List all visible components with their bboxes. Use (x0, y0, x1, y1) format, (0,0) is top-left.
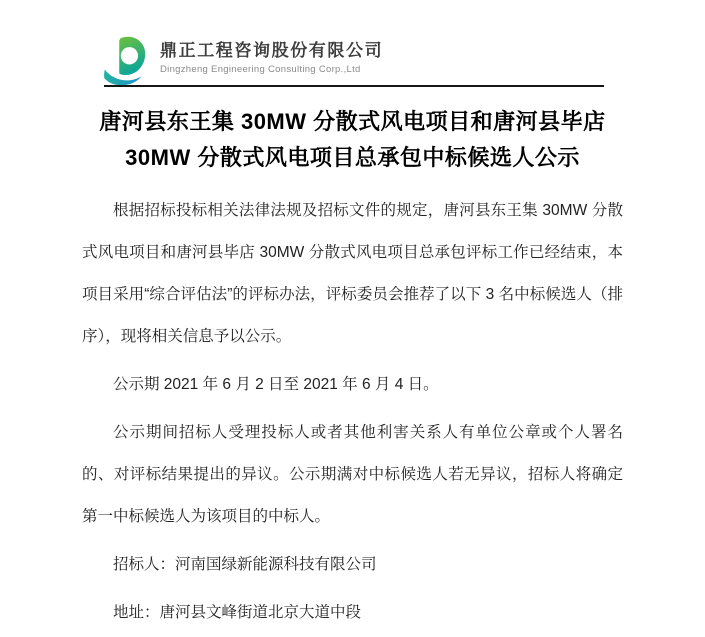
document-body (82, 190, 623, 637)
letterhead (101, 35, 383, 87)
paragraph-intro: 根据招标投标相关法律法规及招标文件的规定，唐河县东王集 30MW 分散式风电项目和唐河县毕店 30MW 分散式风电项目总承包评标工作已经结束，本项目采用“综合评估法”的评标办法，评标委员会推荐了以下 3 名中标候选人（排序），现将相关信息予以公示。 (82, 202, 623, 345)
dingzheng-logo-icon (101, 35, 149, 87)
paragraph-publicity-period: 公示期 2021 年 6 月 2 日至 2021 年 6 月 4 日。 (113, 376, 439, 393)
company-name-cn: 鼎正工程咨询股份有限公司 (160, 41, 384, 60)
paragraph-objection: 公示期间招标人受理投标人或者其他利害关系人有单位公章或个人署名的、对评标结果提出的异议。公示期满对中标候选人若无异议，招标人将确定第一中标候选人为该项目的中标人。 (82, 424, 623, 525)
company-name-block (160, 35, 383, 75)
document-title (70, 104, 635, 176)
paragraph-address: 地址：唐河县文峰街道北京大道中段 (113, 604, 362, 621)
document-title-line2: 30MW 分散式风电项目总承包中标候选人公示 (125, 145, 580, 170)
letterhead-divider (104, 85, 604, 87)
document-title-line1: 唐河县东王集 30MW 分散式风电项目和唐河县毕店 (99, 109, 606, 134)
paragraph-tenderee: 招标人：河南国绿新能源科技有限公司 (113, 556, 377, 573)
company-name-en: Dingzheng Engineering Consulting Corp.,Ltd (160, 64, 361, 75)
